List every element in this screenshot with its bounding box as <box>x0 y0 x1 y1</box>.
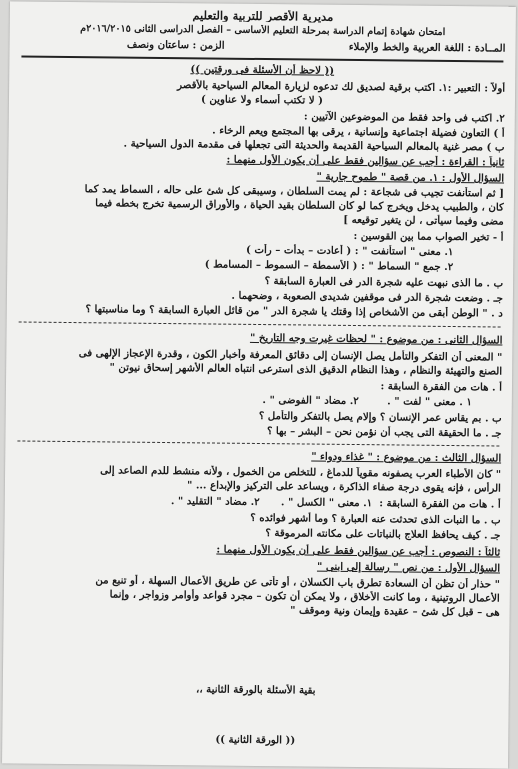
divider-1 <box>19 321 501 327</box>
exam-title: امتحان شهادة إتمام الدراسة بمرحلة التعليم الأساسى – الفصل الدراسى الثانى ٢٠١٦/٢٠١٥م <box>80 23 446 38</box>
reading-q1-d: د . " الوطن أبقى من الأشخاص إذا وقتك يا شجرة الدر " من قائل العبارة السابقة ؟ وما مناسبتها ؟ <box>85 303 503 320</box>
reading-q1-text-3: مضى وفيما سيأتى ، لن يتغير توقيعه ] <box>343 213 504 228</box>
texts-heading: ثالثاً : النصوص : أجب عن سؤالين فقط على أن يكون الأول منهما : <box>216 543 501 559</box>
directorate-title: مديرية الأقصر للتربية والتعليم <box>192 8 334 24</box>
reading-q2-c: جـ . ما الحقيقة التى يجب أن نؤمن نحن – البشر – بها ؟ <box>266 425 502 440</box>
reading-q2-title: السؤال الثانى : من موضوع : " لحظات غيرت وجه التاريخ " <box>249 331 503 347</box>
reading-q1-c: جـ . وضعت شجرة الدر فى موقفين شديدى الصعوبة ، وضحهما . <box>231 289 503 305</box>
expression-topic-a: أ ) التعاون فضيلة اجتماعية وإنسانية ، يرقى بها المجتمع ويعم الرخاء . <box>212 124 505 140</box>
reading-q3-title: السؤال الثالث : من موضوع : " غذاء ودواء " <box>311 450 502 465</box>
reading-q1-title: السؤال الأول : ١. من قصة " طموح جارية " <box>316 170 505 185</box>
reading-q1-text-1: [ ثم استأنفت تجيب فى شجاعة : لم يمت السلطان ، وسيبقى كل شئ على حاله ، السماط يمد كما <box>84 183 505 200</box>
reading-q3-c: جـ . كيف يحافظ العلاج بالنباتات على مكانته المرموقة ؟ <box>265 527 501 542</box>
expression-note: ( لا تكتب أسماء ولا عناوين ) <box>200 93 323 107</box>
reading-q3-a: أ . هات من الفقرة السابقة : ١. معنى " الكسل " . ٢. مضاد " التقليد " . <box>170 495 501 511</box>
texts-q1-text-3: هى – قبل كل شئ – عقيدة وإيمان ونية وموقف " <box>290 604 500 619</box>
reading-q2-text-1: " المعنى أن التفكر والتأمل يصل الإنسان إلى دقائق المعرفة وأخبار الكون ، وقدرة الإعجاز الإلهى فى <box>78 347 503 364</box>
reading-q1-text-2: كان ، والطبيب يدخل ويخرج كما لو كان السلطان بقيد الحياة ، والأوراق الرسمية تخرج بخطه فيما <box>95 197 504 214</box>
expression-topic-b: ب ) مصر غنية بالمعالم السياحية القديمة والحديثة التى تجعلها فى مقدمة الدول السياحية . <box>123 137 505 154</box>
subject-time-line: المــادة : اللغة العربية والخط والإملاء الزمن : ساعتان ونصف <box>126 38 506 55</box>
reading-q2-a-items: ١ . معنى " لفت " . ٢. مضاد " الفوضى " . <box>262 394 472 409</box>
two-papers-notice: (( لاحظ أن الأسئلة فى ورقتين )) <box>190 63 335 77</box>
reading-q3-text-1: " كان الأطباء العرب يصفونه مقوياً للدماغ ، للتخلص من الخمول ، ولأنه منشط للدم الصاعد إلى <box>100 464 502 481</box>
expression-q2: ٢. اكتب فى واحد فقط من الموضوعين الآتيين : <box>303 110 505 125</box>
reading-q2-b: ب . بم يقاس عمر الإنسان ؟ وإلام يصل بالتفكر والتأمل ؟ <box>258 410 502 425</box>
texts-q1-title: السؤال الأول : من نص " رسالة إلى ابنى " <box>316 560 501 575</box>
continue-note: بقية الأسئلة بالورقة الثانية ،، <box>196 683 316 697</box>
reading-q3-b: ب . ما النبات الذى تحدثت عنه العبارة ؟ وما أشهر فوائده ؟ <box>250 511 501 527</box>
reading-q2-text-2: الصنع والتهيئة والنظام ، وهذا النظام الدقيق الذى استرعى انتباه العالم الأشهر إسحاق نيوتن " <box>109 361 503 378</box>
reading-heading: ثانياً : القراءة : أجب عن سؤالين فقط على أن يكون الأول منهما : <box>226 153 505 169</box>
divider-2 <box>17 440 499 446</box>
texts-q1-text-1: " حذار أن تظن أن السعادة تطرق باب الكسلان ، أو تأتى عن طريق الأعمال السهلة ، أو تنبع من <box>95 574 500 591</box>
reading-q1-b: ب . ما الذى نبهت عليه شجرة الدر فى العبارة السابقة ؟ <box>264 275 504 290</box>
reading-q1-a: أ - تخير الصواب مما بين القوسين : <box>353 229 504 244</box>
expression-q1: أولاً : التعبير :١. اكتب برقية لصديق لك تدعوه لزيارة المعالم السياحية بالأقصر <box>177 79 506 95</box>
reading-q1-a2: ٢. جمع " السماط " : ( الأسمطة – السموط – المسامط ) <box>204 258 454 274</box>
reading-q2-a: أ . هات من الفقرة السابقة : <box>380 380 503 394</box>
reading-q1-a1: ١. معنى " استأنفت " : ( أعادت – بدأت – رأت ) <box>245 243 454 259</box>
texts-q1-text-2: الأعمال الروتينية ، وما كانت الأخلاق ، ولا يمكن أن تكون – مجرد قواعد وأوامر وزواجر ، وإنما <box>109 588 500 605</box>
second-paper-label: (( الورقة الثانية )) <box>215 733 296 747</box>
reading-q3-text-2: الرأس ، فإنه يقوى درجة صفاء الذاكرة ، ويساعد على التركيز والإبداع ... " <box>186 479 501 495</box>
exam-sheet <box>2 1 516 768</box>
